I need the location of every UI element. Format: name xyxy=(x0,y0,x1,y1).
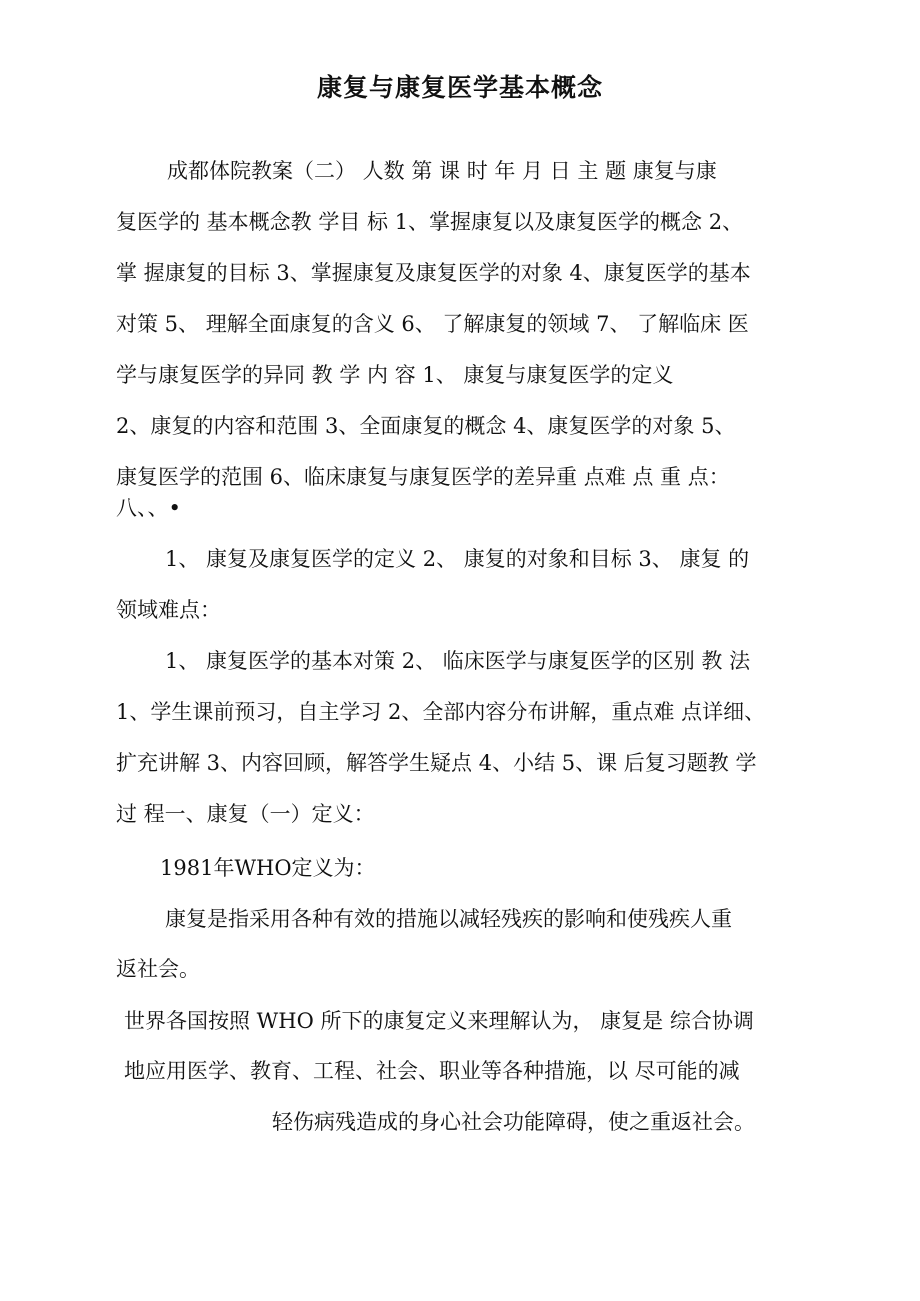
body-line-15: 1981年WHO定义为： xyxy=(160,856,376,880)
body-line-16: 康复是指采用各种有效的措施以减轻残疾的影响和使残疾人重 xyxy=(165,907,732,931)
body-line-5: 学与康复医学的异同 教 学 内 容 1、 康复与康复医学的定义 xyxy=(116,363,674,387)
body-line-20: 轻伤病残造成的身心社会功能障碍，使之重返社会。 xyxy=(272,1110,755,1134)
document-title: 康复与康复医学基本概念 xyxy=(316,73,603,102)
body-line-12: 1、学生课前预习，自主学习 2、全部内容分布讲解，重点难 点详细、 xyxy=(116,700,766,724)
body-line-10: 领域难点： xyxy=(116,598,221,622)
body-line-11: 1、 康复医学的基本对策 2、 临床医学与康复医学的区别 教 法 xyxy=(165,649,751,673)
body-line-14: 过 程一、康复（一）定义： xyxy=(116,802,375,826)
body-line-8: 八、、• xyxy=(116,496,181,520)
body-line-6: 2、康复的内容和范围 3、全面康复的概念 4、康复医学的对象 5、 xyxy=(116,414,736,438)
body-line-19: 地应用医学、教育、工程、社会、职业等各种措施，以 尽可能的减 xyxy=(124,1059,740,1083)
body-line-18: 世界各国按照 WHO 所下的康复定义来理解认为， 康复是 综合协调 xyxy=(124,1009,754,1033)
body-line-4: 对策 5、 理解全面康复的含义 6、 了解康复的领域 7、 了解临床 医 xyxy=(116,312,749,336)
body-line-7: 康复医学的范围 6、临床康复与康复医学的差异重 点难 点 重 点： xyxy=(116,465,730,489)
body-line-13: 扩充讲解 3、内容回顾，解答学生疑点 4、小结 5、课 后复习题教 学 xyxy=(116,751,757,775)
body-line-2: 复医学的 基本概念教 学目 标 1、掌握康复以及康复医学的概念 2、 xyxy=(116,210,744,234)
body-line-3: 掌 握康复的目标 3、掌握康复及康复医学的对象 4、康复医学的基本 xyxy=(116,261,751,285)
body-line-17: 返社会。 xyxy=(116,957,200,981)
body-line-1: 成都体院教案（二） 人数 第 课 时 年 月 日 主 题 康复与康 xyxy=(167,159,717,183)
body-line-9: 1、 康复及康复医学的定义 2、 康复的对象和目标 3、 康复 的 xyxy=(165,547,750,571)
